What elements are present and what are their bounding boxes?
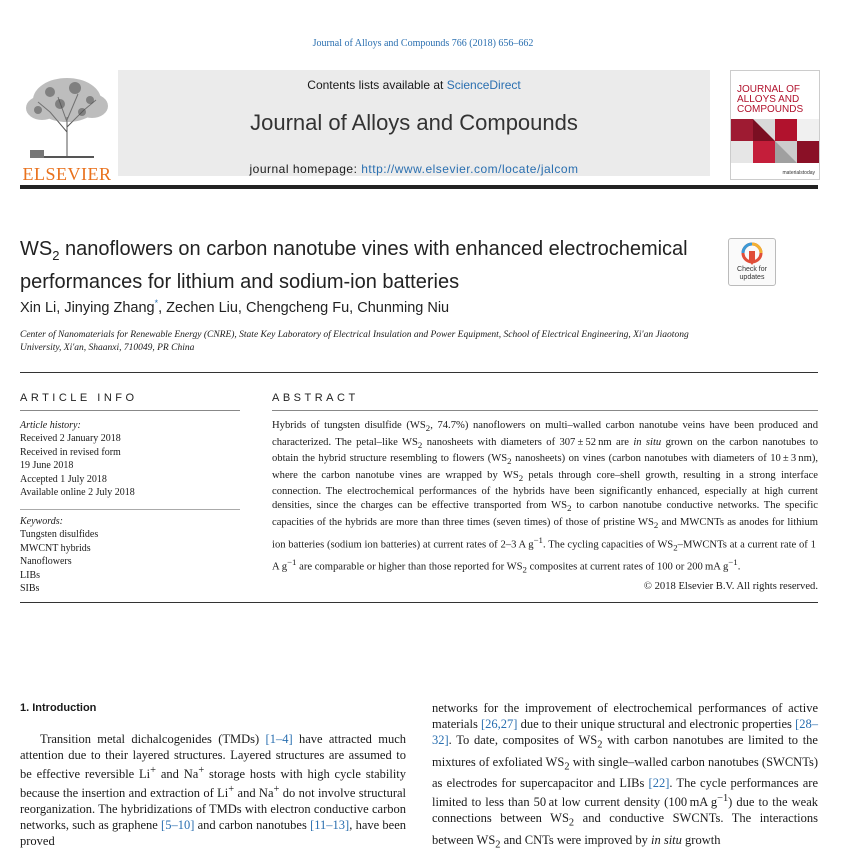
history-item: Accepted 1 July 2018 [20,473,107,485]
info-rule [20,410,240,411]
intro-left-column: Transition metal dichalcogenides (TMDs) [1–4] have attracted much attention due to their layered structures. Layered structures are assumed to be effective reversible Li+ and Na+ storage hosts with high cycle stability because the insertion and extraction of Li+ and Na+ do not involve structural reorganization. The hybridizations of TMDs with electron conductive carbon networks, such as graphene [5–10] and carbon nanotubes [11–13], have been proved [20,732,407,849]
cover-title: JOURNAL OF ALLOYS AND COMPOUNDS [737,84,804,115]
keyword: Nanoflowers [20,556,72,568]
history-item: Received 2 January 2018 [20,433,121,445]
reference-link[interactable]: [11–13] [310,818,350,833]
homepage-line [118,162,710,176]
keyword: MWCNT hybrids [20,542,91,554]
history-item: 19 June 2018 [20,460,74,472]
sciencedirect-link[interactable]: ScienceDirect [446,78,521,92]
header-divider [20,372,818,373]
journal-title[interactable]: Journal of Alloys and Compounds [250,110,578,135]
article-history [20,419,240,499]
cover-pattern [731,119,819,163]
history-item: Available online 2 July 2018 [20,487,135,499]
journal-citation[interactable]: Journal of Alloys and Compounds 766 (2018) 656–662 [312,38,534,49]
reference-link[interactable]: [5–10] [161,818,195,833]
elsevier-wordmark: ELSEVIER [22,164,112,184]
history-item: Received in revised form [20,446,121,458]
keywords-label: Keywords: [20,516,63,527]
keywords-rule [20,509,240,510]
crossmark-label: Check for updates [737,266,767,281]
contents-prefix: Contents lists available at [307,78,447,92]
contents-line [118,78,710,92]
abstract-heading: ABSTRACT [272,392,359,404]
keywords [20,515,240,595]
article-title: $WS_2$ nanoflowers on carbon nanotube vines with enhanced electrochemical performances for lithium and sodium-ion batteries [20,238,688,293]
abstract-rule [272,410,818,411]
homepage-prefix: journal homepage: [249,162,362,176]
reference-link[interactable]: [28–32] [432,717,818,747]
authors-line: Xin Li, Jinying Zhang*, Zechen Liu, Chengcheng Fu, Chunming Niu [20,298,450,316]
copyright: © 2018 Elsevier B.V. All rights reserved. [643,581,818,592]
reference-link[interactable]: [26,27] [480,717,518,731]
cover-publisher: materialstoday [782,170,815,176]
keyword: SIBs [20,583,40,595]
crossmark-icon [741,242,763,266]
intro-right-column: networks for the improvement of electrochemical performances of active materials [26,27] due to their unique structural and electronic properties [28–32]. To date, composites of $WS_2$ with carbon nanotubes are limited to the mixtures of exfoliated $WS_2$ with single–walled carbon nanotubes (SWCNTs) as electrodes for supercapacitor and LIBs [22]. The cycle performances are limited to less than 50 at low current density (100 mA $g^{-1}$) due to the weak connections between $WS_2$ and conductive SWCNTs. The interactions between $WS_2$ and CNTs were improved by in situ growth [432,701,819,851]
keyword: Tungsten disulfides [20,529,99,541]
abstract-bottom-rule [20,602,818,603]
keyword: LIBs [20,569,40,581]
article-info-heading: ARTICLE INFO [20,392,138,404]
check-for-updates-button[interactable] [728,238,776,286]
reference-link[interactable]: [1–4] [265,732,293,746]
reference-link[interactable]: [22] [648,776,670,790]
journal-cover[interactable] [730,70,820,180]
history-label: Article history: [20,420,81,431]
section-heading-introduction: 1. Introduction [20,702,97,714]
abstract-text: Hybrids of tungsten disulfide ($WS_2$, 74.7%) nanoflowers on multi–walled carbon nanotube veins have been produced and characterized. The petal–like $WS_2$ nanosheets with diameters of 307 ± 52 nm are in situ grown on the carbon nanotubes to obtain the hybrid structure resembling to flowers ($WS_2$ nanosheets) on vines (carbon nanotubes with diameters of 10 ± 3 nm), where the carbon nanotube vines are wrapped by $WS_2$ petals through core–shell growth, resulting in a strong interface connection. The electrochemical performances of the hybrids have been significantly enhanced, especially at high current densities, since the charges can be effective transported from $WS_2$ to carbon nanotube conductive networks. The specific capacities of the hybrids are more than three times (seven times) of those of pristine $WS_2$ and MWCNTs as anodes for lithium ion batteries (sodium ion batteries) at current rates of 2–3 A $g^{-1}$. The cycling capacities of $WS_2$–MWCNTs at a current rate of 1 A $g^{-1}$ are comparable or higher than those reported for $WS_2$ composites at current rates of 100 or 200 mA $g^{-1}$. [272,420,819,575]
affiliation: Center of Nanomaterials for Renewable Energy (CNRE), State Key Laboratory of Electrical Insulation and Power Equipment, School of Electrical Engineering, Xi'an Jiaotong University, Xi'an, Shaanxi, 710049, PR China [20,330,689,353]
masthead-rule [20,185,818,189]
homepage-link[interactable]: http://www.elsevier.com/locate/jalcom [361,162,579,176]
corresponding-author-mark[interactable]: * [154,298,159,308]
